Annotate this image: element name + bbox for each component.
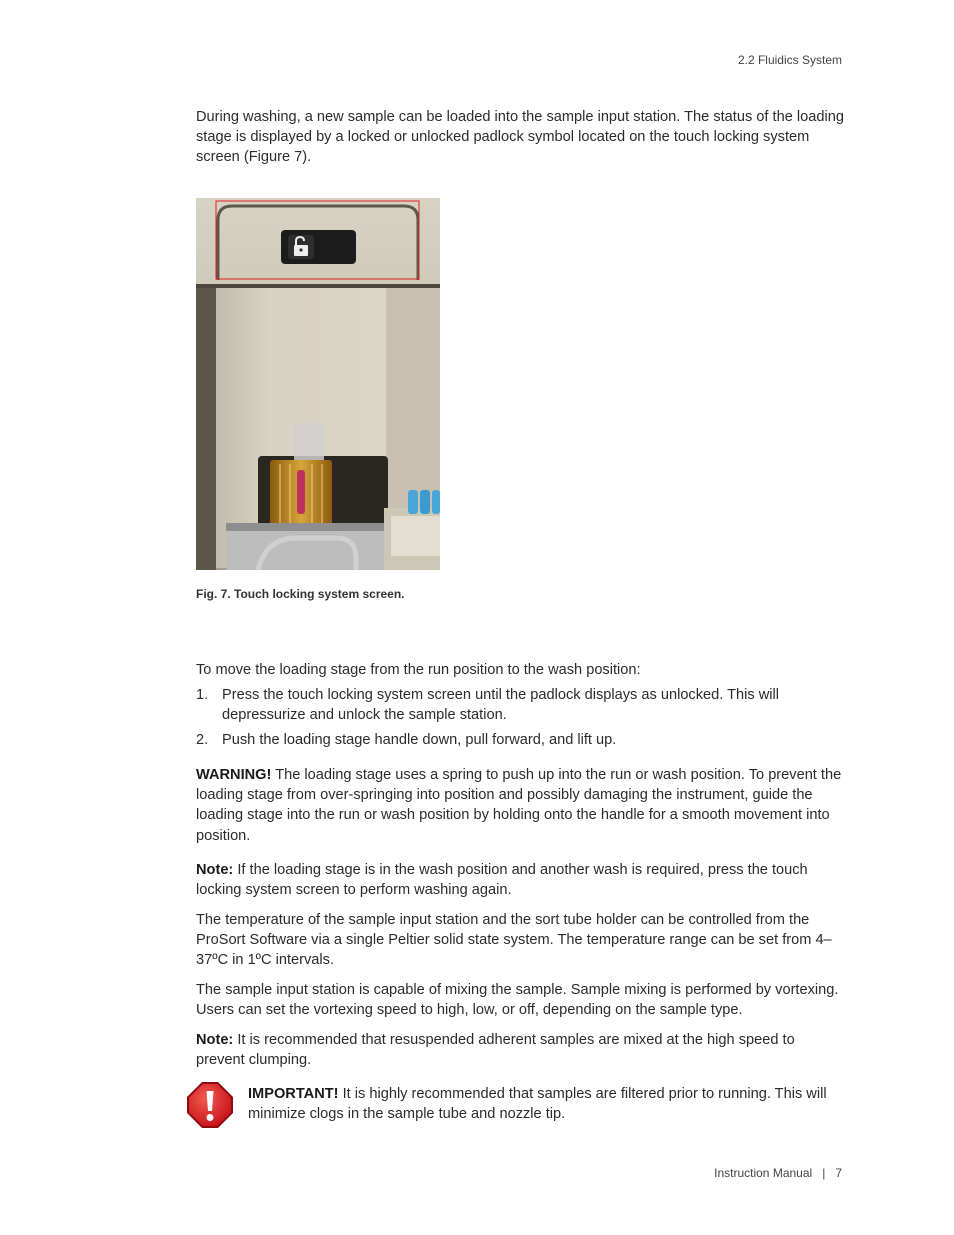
note-text: It is recommended that resuspended adherent samples are mixed at the high speed to prevent clumping.: [196, 1032, 795, 1069]
note-paragraph: [196, 860, 846, 900]
warning-text: The loading stage uses a spring to push up into the run or wash position. To prevent the loading stage from over-springing into position and possibly damaging the instrument, guide the loading stage into the run or wash position by holding onto the handle for a smooth movement into position.: [196, 767, 842, 844]
step-text: Push the loading stage handle down, pull forward, and lift up.: [222, 732, 617, 749]
figure-caption: Fig. 7. Touch locking system screen.: [196, 587, 405, 601]
important-label: IMPORTANT!: [248, 1086, 339, 1102]
note-paragraph-2: [196, 1030, 846, 1070]
running-header: 2.2 Fluidics System: [737, 53, 842, 67]
procedure-intro: To move the loading stage from the run position to the wash position:: [196, 662, 641, 678]
page-number: 7: [835, 1166, 842, 1180]
page-footer: [714, 1166, 842, 1180]
important-text: It is highly recommended that samples are filtered prior to running. This will minimize clogs in the sample tube and nozzle tip.: [248, 1086, 827, 1123]
instrument-photo: [196, 198, 440, 570]
procedure-steps: [196, 685, 846, 756]
mixing-paragraph: The sample input station is capable of mixing the sample. Sample mixing is performed by vortexing. Users can set the vortexing speed to high, low, or off, depending on the sample type.: [196, 982, 839, 1019]
step-number: 1.: [196, 687, 209, 703]
footer-separator: |: [822, 1166, 826, 1180]
list-item: [196, 730, 846, 750]
warning-paragraph: [196, 765, 846, 846]
exclamation-icon: [186, 1081, 234, 1129]
manual-title: Instruction Manual: [714, 1166, 813, 1180]
intro-paragraph: During washing, a new sample can be loaded into the sample input station. The status of the loading stage is displayed by a locked or unlocked padlock symbol located on the touch locking system screen (Figure 7).: [196, 109, 844, 166]
warning-label: WARNING!: [196, 767, 272, 783]
list-item: [196, 685, 846, 725]
important-paragraph: [248, 1084, 846, 1124]
note-label: Note:: [196, 862, 234, 878]
note-text: If the loading stage is in the wash position and another wash is required, press the touch locking system screen to perform washing again.: [196, 862, 808, 899]
note-label: Note:: [196, 1032, 234, 1048]
step-text: Press the touch locking system screen until the padlock displays as unlocked. This will depressurize and unlock the sample station.: [222, 687, 779, 724]
figure-touch-locking-screen: [196, 198, 440, 570]
temperature-paragraph: The temperature of the sample input station and the sort tube holder can be controlled from the ProSort Software via a single Peltier solid state system. The temperature range can be set from 4–37ºC in 1ºC intervals.: [196, 912, 832, 969]
step-number: 2.: [196, 732, 209, 749]
